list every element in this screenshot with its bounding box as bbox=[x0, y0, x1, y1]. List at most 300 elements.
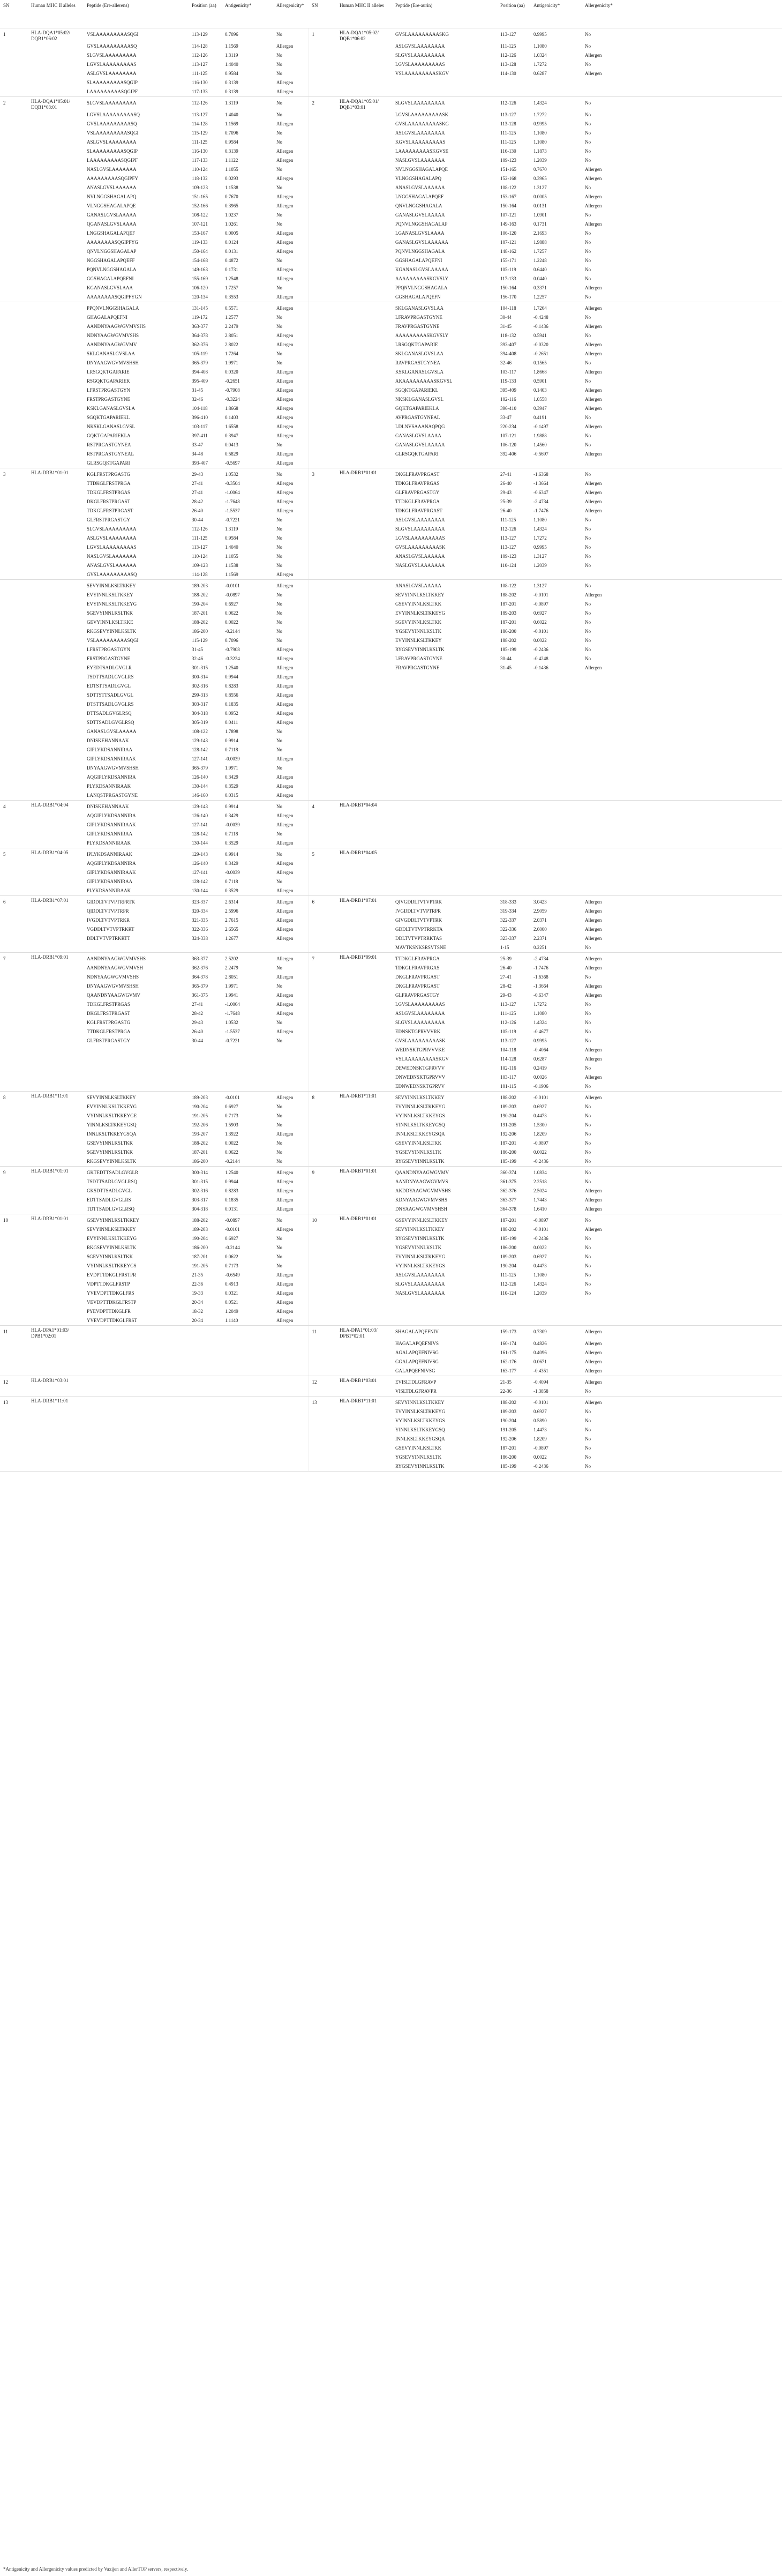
antigenicity-cell bbox=[222, 1046, 273, 1055]
allele-cell bbox=[28, 1367, 84, 1376]
antigenicity-cell: 0.0124 bbox=[225, 240, 238, 245]
position-cell: 112-126 bbox=[500, 1281, 516, 1287]
peptide-cell: GANASLGVSLAAAAA bbox=[87, 212, 137, 218]
table-row bbox=[0, 479, 782, 488]
allele-cell bbox=[336, 1225, 392, 1234]
sn-cell: 12 bbox=[309, 1376, 336, 1387]
peptide-cell: NGGSHAGALAPQEFF bbox=[87, 258, 135, 263]
peptide-cell: AKDDYAAGWGVMVSHS bbox=[395, 1188, 451, 1193]
antigenicity-cell: 0.3139 bbox=[222, 87, 273, 97]
antigenicity-cell: -0.2144 bbox=[225, 629, 240, 634]
antigenicity-cell: 0.0022 bbox=[533, 1245, 547, 1250]
peptide-cell: EVYINNLKSLTKKEYG bbox=[395, 1254, 446, 1259]
sn-cell: 1 bbox=[309, 28, 336, 42]
sn-cell bbox=[309, 1018, 336, 1027]
allergenicity-cell: Allergen bbox=[585, 965, 602, 970]
sn-cell bbox=[309, 274, 336, 283]
peptide-cell: GGSHAGALAPQEFNI bbox=[87, 276, 134, 281]
allele-cell: HLA-DRB1*11:01 bbox=[31, 1398, 69, 1403]
allergenicity-cell: No bbox=[585, 544, 591, 550]
allergenicity-cell: No bbox=[276, 32, 282, 37]
antigenicity-cell bbox=[530, 820, 582, 830]
peptide-cell: TDKGLFRAVPRGAS bbox=[395, 965, 440, 970]
position-cell: 112-126 bbox=[192, 100, 208, 106]
allele-cell bbox=[28, 525, 84, 534]
peptide-cell: PPQNVLNGGSHAGALA bbox=[87, 305, 139, 311]
allergenicity-cell: Allergen bbox=[276, 424, 294, 429]
peptide-cell bbox=[84, 1462, 189, 1472]
peptide-cell: DTSTTSADLGVGLRS bbox=[87, 701, 134, 707]
sn-cell bbox=[309, 877, 336, 886]
sn-cell bbox=[0, 1316, 28, 1326]
allergenicity-cell: No bbox=[585, 1029, 591, 1034]
sn-cell bbox=[0, 42, 28, 51]
allele-cell bbox=[336, 1243, 392, 1252]
sn-cell bbox=[0, 1111, 28, 1121]
antigenicity-cell: 0.1565 bbox=[533, 360, 547, 365]
sn-cell bbox=[309, 791, 336, 801]
antigenicity-cell: 1.1080 bbox=[533, 43, 547, 49]
antigenicity-cell bbox=[530, 1307, 582, 1316]
antigenicity-cell: 1.8209 bbox=[533, 1131, 547, 1137]
antigenicity-cell: -0.0101 bbox=[533, 1227, 548, 1232]
antigenicity-cell: 0.3965 bbox=[225, 203, 238, 208]
position-cell: 364-378 bbox=[192, 974, 208, 980]
sn-cell bbox=[0, 377, 28, 386]
peptide-cell: QNVLNGGSHAGALA bbox=[395, 203, 442, 208]
antigenicity-cell: 0.5571 bbox=[225, 305, 238, 311]
allergenicity-cell: Allergen bbox=[276, 756, 294, 761]
sn-cell bbox=[309, 1157, 336, 1167]
position-cell: 114-130 bbox=[500, 71, 516, 76]
position-cell: 321-335 bbox=[192, 917, 208, 923]
allele-cell bbox=[336, 1121, 392, 1130]
table-row bbox=[0, 1234, 782, 1243]
allergenicity-cell: No bbox=[585, 1002, 591, 1007]
allele-cell bbox=[28, 229, 84, 238]
allele-cell bbox=[336, 736, 392, 745]
sn-cell bbox=[0, 773, 28, 782]
allergenicity-cell: Allergen bbox=[585, 71, 602, 76]
peptide-cell: DKGLFRAVPRGAST bbox=[395, 472, 440, 477]
allele-cell bbox=[336, 1444, 392, 1453]
antigenicity-cell: 1.1538 bbox=[225, 185, 238, 190]
antigenicity-cell bbox=[222, 1367, 273, 1376]
antigenicity-cell bbox=[222, 1462, 273, 1472]
peptide-cell: LANQSTPRGASTGYNE bbox=[84, 791, 189, 801]
allergenicity-cell: Allergen bbox=[585, 424, 602, 429]
antigenicity-cell: -0.0101 bbox=[533, 1400, 548, 1405]
allele-cell bbox=[336, 192, 392, 201]
allele-cell bbox=[336, 265, 392, 274]
allele-cell bbox=[28, 404, 84, 413]
table-row bbox=[0, 1177, 782, 1186]
allergenicity-cell: Allergen bbox=[585, 324, 602, 329]
allele-cell bbox=[28, 1280, 84, 1289]
peptide-cell: EDNSKTGPRVVVRK bbox=[395, 1029, 441, 1034]
sn-cell bbox=[309, 42, 336, 51]
position-cell: 150-164 bbox=[192, 249, 208, 254]
sn-cell bbox=[309, 1234, 336, 1243]
allergenicity-cell bbox=[273, 1367, 309, 1376]
sn-cell bbox=[0, 404, 28, 413]
allele-cell bbox=[28, 609, 84, 618]
antigenicity-cell bbox=[530, 727, 582, 736]
position-cell bbox=[497, 859, 530, 868]
table-row bbox=[0, 1055, 782, 1064]
sn-cell bbox=[0, 609, 28, 618]
peptide-cell: QNVLNGGSHAGALAP bbox=[87, 249, 137, 254]
sn-cell bbox=[0, 700, 28, 709]
allele-cell bbox=[336, 925, 392, 934]
position-cell: 111-125 bbox=[500, 1011, 516, 1016]
antigenicity-cell: 1.5903 bbox=[225, 1122, 238, 1128]
position-cell: 396-410 bbox=[192, 415, 208, 420]
sn-cell bbox=[0, 991, 28, 1000]
allele-cell bbox=[336, 591, 392, 600]
allergenicity-cell: Allergen bbox=[585, 1341, 602, 1346]
allergenicity-cell: Allergen bbox=[276, 387, 294, 393]
peptide-cell: TTDKGLFRSTPRGA bbox=[87, 1029, 131, 1034]
allele-cell bbox=[28, 859, 84, 868]
peptide-cell: KGVSLAAAAAAAAAS bbox=[395, 139, 446, 145]
antigenicity-cell: 1.0901 bbox=[533, 212, 547, 218]
allele-cell bbox=[336, 1289, 392, 1298]
antigenicity-cell bbox=[530, 839, 582, 848]
allergenicity-cell: Allergen bbox=[276, 1029, 294, 1034]
position-cell: 163-177 bbox=[497, 1367, 530, 1376]
table-row bbox=[0, 1073, 782, 1082]
sn-cell bbox=[0, 488, 28, 497]
allergenicity-cell: Allergen bbox=[276, 1002, 294, 1007]
peptide-cell bbox=[392, 848, 497, 860]
allele-cell bbox=[336, 413, 392, 422]
peptide-cell: RSTPRGASTGYNEAL bbox=[87, 451, 134, 457]
peptide-cell: AQGIPLYKDSANNIRA bbox=[87, 774, 136, 780]
peptide-cell bbox=[392, 745, 497, 755]
allergenicity-cell bbox=[582, 773, 782, 782]
antigenicity-cell: 1.2540 bbox=[225, 665, 238, 670]
sn-cell bbox=[309, 1425, 336, 1435]
antigenicity-cell: -0.2651 bbox=[225, 378, 240, 384]
table-row bbox=[0, 934, 782, 943]
allele-cell bbox=[336, 682, 392, 691]
peptide-cell: TDTTSADLGVGLRSQ bbox=[84, 1205, 189, 1214]
sn-cell bbox=[0, 727, 28, 736]
allele-cell bbox=[28, 736, 84, 745]
sn-cell bbox=[0, 764, 28, 773]
peptide-cell: SEVYINNLKSLTKKEY bbox=[87, 1095, 136, 1100]
peptide-cell: GQKTGAPARIEKLA bbox=[395, 406, 439, 411]
position-cell: 104-118 bbox=[500, 1047, 516, 1052]
table-row bbox=[0, 1225, 782, 1234]
column-header: Antigenicity* bbox=[222, 0, 273, 28]
antigenicity-cell: 0.7096 bbox=[225, 638, 238, 643]
allele-cell bbox=[28, 925, 84, 934]
position-cell: 187-201 bbox=[500, 1445, 516, 1451]
allele-cell bbox=[28, 247, 84, 256]
allergenicity-cell: No bbox=[585, 360, 591, 365]
allele-cell bbox=[28, 313, 84, 322]
position-cell bbox=[189, 1376, 222, 1387]
allergenicity-cell: Allergen bbox=[273, 839, 309, 848]
table-row bbox=[0, 404, 782, 413]
sn-cell: 12 bbox=[3, 1379, 8, 1385]
table-row bbox=[0, 313, 782, 322]
antigenicity-cell: 0.4191 bbox=[533, 415, 547, 420]
allele-cell bbox=[28, 916, 84, 925]
allele-cell bbox=[28, 1000, 84, 1009]
position-cell: 188-202 bbox=[500, 1400, 516, 1405]
antigenicity-cell: 0.0622 bbox=[225, 610, 238, 616]
allele-cell bbox=[336, 450, 392, 459]
sn-cell bbox=[309, 1196, 336, 1205]
sn-cell bbox=[309, 404, 336, 413]
sn-cell bbox=[0, 1407, 28, 1416]
allergenicity-cell: Allergen bbox=[276, 1197, 294, 1203]
position-cell: 105-119 bbox=[192, 351, 208, 356]
peptide-cell: GANASLGVSLAAAAAA bbox=[395, 240, 448, 245]
antigenicity-cell: 1.3119 bbox=[225, 53, 238, 58]
table-row bbox=[0, 129, 782, 138]
allele-cell: HLA-DRB1*03:01 bbox=[340, 1378, 377, 1383]
position-cell: 102-116 bbox=[500, 397, 516, 402]
peptide-cell: DEWEDNSKTGPRVVV bbox=[395, 1065, 445, 1071]
allergenicity-cell: No bbox=[585, 212, 591, 218]
position-cell: 128-142 bbox=[192, 831, 208, 837]
table-row bbox=[0, 395, 782, 404]
peptide-cell bbox=[392, 700, 497, 709]
allele-cell bbox=[28, 87, 84, 97]
peptide-cell: SGEVYINNLKSLTKK bbox=[87, 1254, 133, 1259]
peptide-cell: LGVSLAAAAAAAAAS bbox=[395, 535, 445, 541]
peptide-cell: SGEVYINNLKSLTKK bbox=[87, 610, 133, 616]
allele-cell bbox=[336, 87, 392, 97]
sn-cell bbox=[309, 395, 336, 404]
sn-cell bbox=[0, 413, 28, 422]
antigenicity-cell: 2.0371 bbox=[533, 917, 547, 923]
peptide-cell: TDKGLFRSTPRGAST bbox=[87, 508, 133, 513]
peptide-cell: LRSGQKTGAPARIE bbox=[87, 369, 130, 375]
position-cell: 27-41 bbox=[192, 481, 203, 486]
allergenicity-cell: No bbox=[276, 1113, 282, 1118]
peptide-cell: MAVTKSNKSRSVTSNE bbox=[392, 943, 497, 953]
antigenicity-cell: 1.0532 bbox=[225, 1020, 238, 1025]
sn-cell bbox=[0, 1261, 28, 1271]
table-row bbox=[0, 1092, 782, 1103]
sn-cell bbox=[0, 1234, 28, 1243]
table-row bbox=[0, 1261, 782, 1271]
allergenicity-cell: Allergen bbox=[276, 1170, 294, 1175]
sn-cell bbox=[309, 283, 336, 293]
peptide-cell bbox=[392, 78, 497, 87]
position-cell: 304-318 bbox=[189, 1205, 222, 1214]
table-row bbox=[0, 1186, 782, 1196]
allergenicity-cell bbox=[582, 859, 782, 868]
allele-cell bbox=[336, 1387, 392, 1397]
antigenicity-cell: 0.8283 bbox=[225, 683, 238, 689]
position-cell: 188-202 bbox=[192, 619, 208, 625]
position-cell bbox=[189, 1407, 222, 1416]
peptide-cell: LGVSLAAAAAAAAAS bbox=[395, 1002, 445, 1007]
allergenicity-cell: No bbox=[582, 943, 782, 953]
sn-cell bbox=[0, 395, 28, 404]
position-cell bbox=[497, 848, 530, 860]
peptide-cell bbox=[392, 87, 497, 97]
peptide-cell bbox=[392, 782, 497, 791]
peptide-cell: GIPLYKDSANNIRAA bbox=[87, 879, 133, 884]
allele-cell bbox=[28, 138, 84, 147]
allergenicity-cell: No bbox=[585, 563, 591, 568]
peptide-cell: SEVYINNLKSLTKKEY bbox=[395, 1095, 445, 1100]
allele-cell bbox=[28, 1416, 84, 1425]
allergenicity-cell: Allergen bbox=[276, 397, 294, 402]
allergenicity-cell: No bbox=[276, 592, 282, 598]
sn-cell bbox=[309, 479, 336, 488]
position-cell: 117-133 bbox=[500, 276, 516, 281]
antigenicity-cell: 0.2251 bbox=[530, 943, 582, 953]
allergenicity-cell: Allergen bbox=[585, 1379, 602, 1385]
sn-cell bbox=[309, 736, 336, 745]
sn-cell bbox=[309, 1407, 336, 1416]
sn-cell bbox=[309, 459, 336, 468]
allergenicity-cell: No bbox=[585, 526, 591, 532]
antigenicity-cell: 0.1731 bbox=[225, 267, 238, 272]
peptide-cell: SDTTSADLGVGLRSQ bbox=[87, 720, 134, 725]
peptide-cell bbox=[84, 1073, 189, 1082]
position-cell bbox=[497, 782, 530, 791]
peptide-cell: ASLGVSLAAAAAAAA bbox=[87, 71, 137, 76]
allergenicity-cell: Allergen bbox=[276, 974, 294, 980]
antigenicity-cell: 1.2049 bbox=[225, 1309, 238, 1314]
table-row bbox=[0, 450, 782, 459]
sn-cell bbox=[0, 183, 28, 192]
allele-cell bbox=[28, 340, 84, 349]
sn-cell bbox=[309, 1186, 336, 1196]
sn-cell: 11 bbox=[309, 1326, 336, 1340]
peptide-cell bbox=[84, 1453, 189, 1462]
allergenicity-cell: No bbox=[585, 583, 591, 588]
allele-cell bbox=[28, 755, 84, 764]
allergenicity-cell: No bbox=[585, 1272, 591, 1278]
antigenicity-cell: 0.3965 bbox=[533, 176, 547, 181]
table-row bbox=[0, 1018, 782, 1027]
allele-cell bbox=[336, 283, 392, 293]
sn-cell bbox=[309, 1367, 336, 1376]
peptide-cell bbox=[392, 859, 497, 868]
allele-cell bbox=[336, 431, 392, 440]
allergenicity-cell bbox=[273, 1348, 309, 1357]
allergenicity-cell: No bbox=[582, 1157, 782, 1167]
allergenicity-cell: No bbox=[276, 185, 282, 190]
peptide-cell: GEVYINNLKSLTKKE bbox=[87, 619, 133, 625]
peptide-cell: GSEVYINNLKSLTKK bbox=[395, 601, 442, 607]
sn-cell bbox=[0, 51, 28, 60]
sn-cell bbox=[0, 1121, 28, 1130]
sn-cell: 5 bbox=[309, 848, 336, 860]
position-cell: 130-144 bbox=[189, 886, 222, 896]
allele-cell bbox=[28, 165, 84, 174]
allele-cell bbox=[336, 964, 392, 973]
sn-cell bbox=[0, 1348, 28, 1357]
sn-cell bbox=[0, 265, 28, 274]
antigenicity-cell: 0.9944 bbox=[225, 674, 238, 680]
peptide-cell: PQNVLNGGSHAGALA bbox=[87, 267, 137, 272]
position-cell: 152-168 bbox=[500, 176, 516, 181]
allergenicity-cell: No bbox=[276, 729, 282, 734]
allergenicity-cell: No bbox=[585, 535, 591, 541]
antigenicity-cell: 0.3529 bbox=[225, 783, 238, 789]
allele-cell bbox=[28, 543, 84, 552]
allergenicity-cell: No bbox=[276, 212, 282, 218]
antigenicity-cell: 1.9971 bbox=[225, 983, 238, 989]
peptide-cell: EYEDTSADLGVGLR bbox=[87, 665, 132, 670]
allele-cell bbox=[28, 1073, 84, 1082]
antigenicity-cell: 1.1080 bbox=[533, 139, 547, 145]
antigenicity-cell: 1.9888 bbox=[533, 433, 547, 438]
antigenicity-cell: 0.6287 bbox=[533, 1056, 547, 1062]
table-row bbox=[0, 561, 782, 570]
sn-cell bbox=[309, 627, 336, 636]
peptide-cell: SLAAAAAAAAASQGIP bbox=[87, 148, 138, 154]
allergenicity-cell bbox=[582, 848, 782, 860]
antigenicity-cell: -0.3224 bbox=[225, 397, 240, 402]
position-cell: 102-116 bbox=[500, 1065, 516, 1071]
peptide-cell: FRSTPRGASTGYNE bbox=[87, 397, 131, 402]
allele-cell: HLA-DRB1*03:01 bbox=[31, 1378, 69, 1383]
table-row bbox=[0, 69, 782, 78]
position-cell: 111-125 bbox=[500, 1272, 516, 1278]
allele-cell bbox=[336, 552, 392, 561]
sn-cell bbox=[309, 201, 336, 211]
antigenicity-cell: 0.7670 bbox=[533, 167, 547, 172]
peptide-cell: SLGVSLAAAAAAAAA bbox=[395, 53, 445, 58]
peptide-cell: VYINNLKSLTKKEYGS bbox=[395, 1418, 445, 1423]
sn-cell bbox=[0, 147, 28, 156]
sn-cell bbox=[0, 322, 28, 331]
antigenicity-cell: 0.6927 bbox=[533, 1254, 547, 1259]
peptide-cell bbox=[84, 1416, 189, 1425]
table-row bbox=[0, 1289, 782, 1298]
table-row bbox=[0, 700, 782, 709]
peptide-cell: NKSKLGANASLGVSL bbox=[395, 397, 444, 402]
allergenicity-cell: No bbox=[276, 554, 282, 559]
sn-cell bbox=[0, 283, 28, 293]
allergenicity-cell: No bbox=[585, 472, 591, 477]
allele-cell bbox=[336, 1339, 392, 1348]
sn-cell bbox=[309, 265, 336, 274]
position-cell: 319-334 bbox=[500, 908, 516, 914]
position-cell: 393-407 bbox=[189, 459, 222, 468]
position-cell: 20-34 bbox=[189, 1316, 222, 1326]
allele-cell bbox=[28, 69, 84, 78]
antigenicity-cell: 2.2518 bbox=[533, 1179, 547, 1184]
sn-cell: 7 bbox=[309, 953, 336, 964]
table-row bbox=[0, 570, 782, 580]
peptide-cell: HAGALAPQEFNIVS bbox=[395, 1341, 439, 1346]
allele-cell bbox=[28, 459, 84, 468]
antigenicity-cell: -0.6347 bbox=[533, 490, 548, 495]
sn-cell: 8 bbox=[3, 1095, 6, 1100]
antigenicity-cell: 1.2677 bbox=[225, 936, 238, 941]
allele-cell bbox=[28, 110, 84, 120]
allergenicity-cell bbox=[273, 1387, 309, 1397]
allergenicity-cell: Allergen bbox=[276, 1095, 294, 1100]
allele-cell bbox=[336, 138, 392, 147]
position-cell: 112-126 bbox=[192, 53, 208, 58]
position-cell: 108-122 bbox=[192, 729, 208, 734]
allele-cell bbox=[336, 820, 392, 830]
